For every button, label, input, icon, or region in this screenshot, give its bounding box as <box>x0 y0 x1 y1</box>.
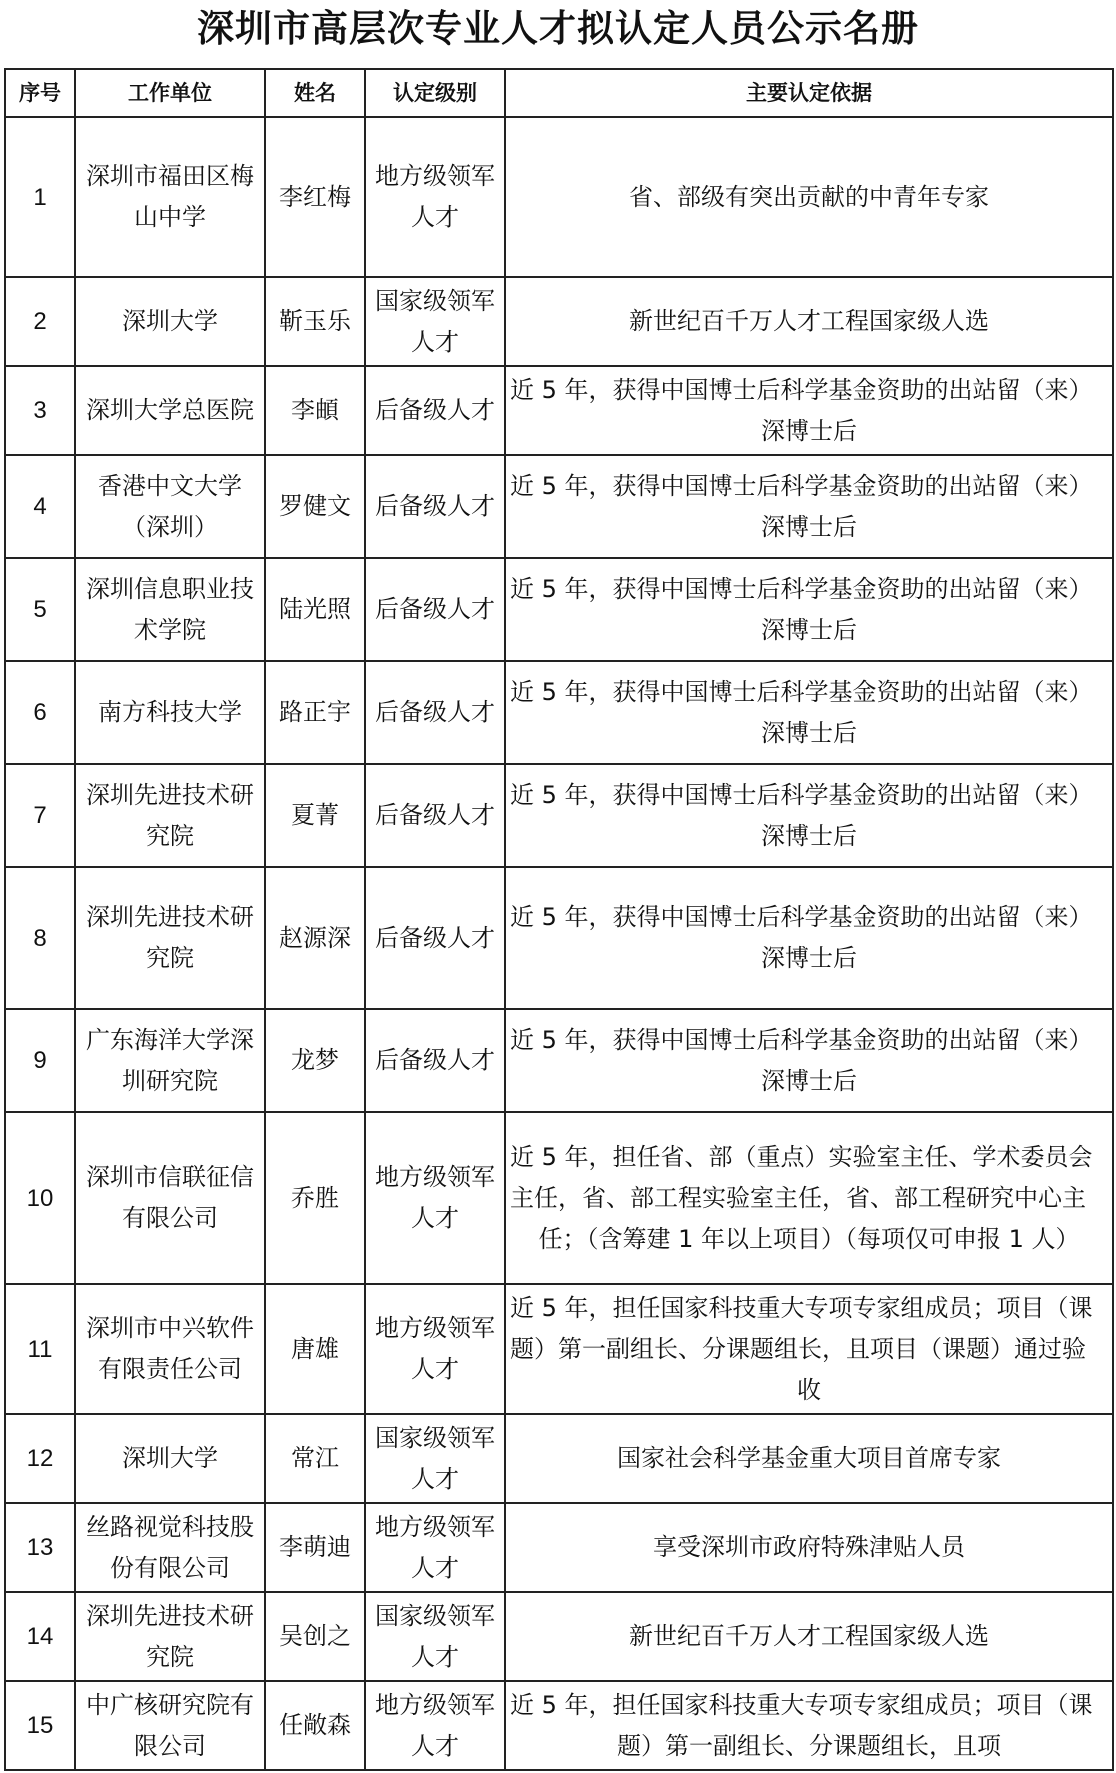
header-name: 姓名 <box>265 69 365 117</box>
row-unit: 香港中文大学（深圳） <box>75 455 265 558</box>
table-row <box>5 1503 1113 1592</box>
table-row <box>5 764 1113 867</box>
row-name: 陆光照 <box>265 558 365 661</box>
table-row <box>5 1112 1113 1284</box>
row-name: 路正宇 <box>265 661 365 764</box>
table-row <box>5 1414 1113 1503</box>
row-no: 12 <box>5 1414 75 1503</box>
table-row <box>5 1681 1113 1770</box>
row-name: 赵源深 <box>265 867 365 1009</box>
row-basis: 近 5 年，获得中国博士后科学基金资助的出站留（来）深博士后 <box>505 867 1113 1009</box>
row-unit: 广东海洋大学深圳研究院 <box>75 1009 265 1112</box>
row-level: 后备级人才 <box>365 867 505 1009</box>
row-no: 10 <box>5 1112 75 1284</box>
row-unit: 深圳先进技术研究院 <box>75 764 265 867</box>
row-level: 地方级领军人才 <box>365 1681 505 1770</box>
row-level: 后备级人才 <box>365 366 505 455</box>
row-level: 后备级人才 <box>365 558 505 661</box>
header-basis: 主要认定依据 <box>505 69 1113 117</box>
row-no: 13 <box>5 1503 75 1592</box>
row-unit: 深圳大学 <box>75 1414 265 1503</box>
row-level: 国家级领军人才 <box>365 1414 505 1503</box>
header-no: 序号 <box>5 69 75 117</box>
row-unit: 深圳先进技术研究院 <box>75 867 265 1009</box>
row-level: 后备级人才 <box>365 455 505 558</box>
table-row <box>5 117 1113 277</box>
page-title: 深圳市高层次专业人才拟认定人员公示名册 <box>197 7 919 50</box>
table-row <box>5 661 1113 764</box>
row-basis: 国家社会科学基金重大项目首席专家 <box>505 1414 1113 1503</box>
row-no: 7 <box>5 764 75 867</box>
row-basis: 近 5 年，担任国家科技重大专项专家组成员；项目（课题）第一副组长、分课题组长，且项目（课题）通过验收 <box>505 1284 1113 1414</box>
row-basis: 近 5 年，获得中国博士后科学基金资助的出站留（来）深博士后 <box>505 1009 1113 1112</box>
row-name: 靳玉乐 <box>265 277 365 366</box>
row-no: 8 <box>5 867 75 1009</box>
talent-list-table <box>4 68 1114 1771</box>
table-row <box>5 455 1113 558</box>
row-level: 地方级领军人才 <box>365 1112 505 1284</box>
row-name: 乔胜 <box>265 1112 365 1284</box>
row-no: 6 <box>5 661 75 764</box>
row-level: 后备级人才 <box>365 1009 505 1112</box>
row-unit: 深圳市中兴软件有限责任公司 <box>75 1284 265 1414</box>
table-row <box>5 1284 1113 1414</box>
row-unit: 深圳大学总医院 <box>75 366 265 455</box>
row-unit: 中广核研究院有限公司 <box>75 1681 265 1770</box>
table-row <box>5 558 1113 661</box>
row-no: 14 <box>5 1592 75 1681</box>
row-basis: 近 5 年，担任国家科技重大专项专家组成员；项目（课题）第一副组长、分课题组长，且项 <box>505 1681 1113 1770</box>
row-no: 15 <box>5 1681 75 1770</box>
row-name: 任敞森 <box>265 1681 365 1770</box>
row-unit: 深圳信息职业技术学院 <box>75 558 265 661</box>
table-row <box>5 1009 1113 1112</box>
row-level: 后备级人才 <box>365 661 505 764</box>
row-level: 地方级领军人才 <box>365 117 505 277</box>
row-basis: 近 5 年，获得中国博士后科学基金资助的出站留（来）深博士后 <box>505 558 1113 661</box>
table-row <box>5 867 1113 1009</box>
row-unit: 深圳市福田区梅山中学 <box>75 117 265 277</box>
row-basis: 近 5 年，获得中国博士后科学基金资助的出站留（来）深博士后 <box>505 366 1113 455</box>
table-row <box>5 1592 1113 1681</box>
row-name: 夏菁 <box>265 764 365 867</box>
row-unit: 深圳大学 <box>75 277 265 366</box>
row-name: 李萌迪 <box>265 1503 365 1592</box>
table-row <box>5 277 1113 366</box>
row-no: 9 <box>5 1009 75 1112</box>
header-unit: 工作单位 <box>75 69 265 117</box>
row-basis: 省、部级有突出贡献的中青年专家 <box>505 117 1113 277</box>
row-no: 1 <box>5 117 75 277</box>
row-basis: 享受深圳市政府特殊津贴人员 <box>505 1503 1113 1592</box>
header-level: 认定级别 <box>365 69 505 117</box>
row-no: 4 <box>5 455 75 558</box>
header-row <box>5 69 1113 117</box>
row-basis: 近 5 年，获得中国博士后科学基金资助的出站留（来）深博士后 <box>505 661 1113 764</box>
row-no: 3 <box>5 366 75 455</box>
row-level: 地方级领军人才 <box>365 1284 505 1414</box>
row-name: 李红梅 <box>265 117 365 277</box>
row-level: 国家级领军人才 <box>365 277 505 366</box>
row-name: 常江 <box>265 1414 365 1503</box>
row-level: 地方级领军人才 <box>365 1503 505 1592</box>
table-row <box>5 366 1113 455</box>
row-name: 唐雄 <box>265 1284 365 1414</box>
row-no: 5 <box>5 558 75 661</box>
row-no: 2 <box>5 277 75 366</box>
row-basis: 近 5 年，担任省、部（重点）实验室主任、学术委员会主任，省、部工程实验室主任，省、部工程研究中心主任；（含筹建 1 年以上项目）（每项仅可申报 1 人） <box>505 1112 1113 1284</box>
row-level: 后备级人才 <box>365 764 505 867</box>
row-unit: 深圳市信联征信有限公司 <box>75 1112 265 1284</box>
row-level: 国家级领军人才 <box>365 1592 505 1681</box>
row-basis: 近 5 年，获得中国博士后科学基金资助的出站留（来）深博士后 <box>505 764 1113 867</box>
row-unit: 丝路视觉科技股份有限公司 <box>75 1503 265 1592</box>
row-basis: 新世纪百千万人才工程国家级人选 <box>505 1592 1113 1681</box>
row-no: 11 <box>5 1284 75 1414</box>
row-name: 吴创之 <box>265 1592 365 1681</box>
row-name: 罗健文 <box>265 455 365 558</box>
row-name: 龙梦 <box>265 1009 365 1112</box>
row-name: 李頔 <box>265 366 365 455</box>
row-unit: 深圳先进技术研究院 <box>75 1592 265 1681</box>
row-unit: 南方科技大学 <box>75 661 265 764</box>
row-basis: 新世纪百千万人才工程国家级人选 <box>505 277 1113 366</box>
row-basis: 近 5 年，获得中国博士后科学基金资助的出站留（来）深博士后 <box>505 455 1113 558</box>
